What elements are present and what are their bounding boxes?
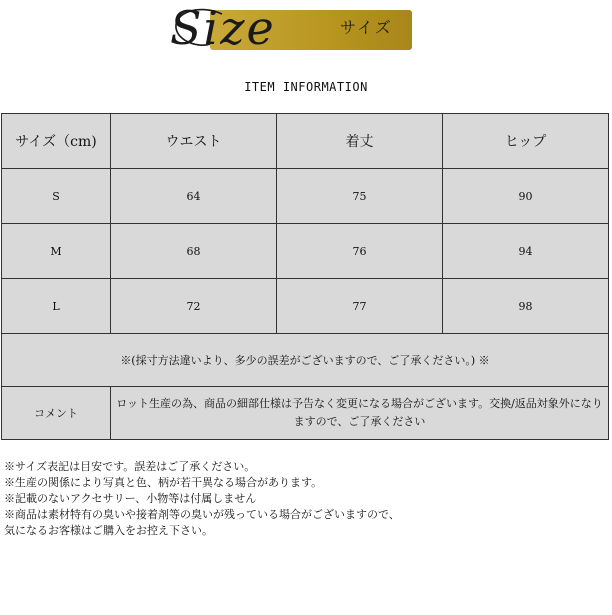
hip-cell: 98 xyxy=(443,279,609,334)
column-header-hip: ヒップ xyxy=(443,114,609,169)
logo-kana: サイズ xyxy=(340,18,393,37)
footnote-line: ※商品は素材特有の臭いや接着剤等の臭いが残っている場合がございますので、 xyxy=(4,508,400,521)
length-cell: 76 xyxy=(277,224,443,279)
column-header-size: サイズ（cm) xyxy=(2,114,111,169)
hip-cell: 94 xyxy=(443,224,609,279)
footnote-line: ※生産の関係により写真と色、柄が若干異なる場合があります。 xyxy=(4,476,323,489)
footnote-line: 気になるお客様はご購入をお控え下さい。 xyxy=(4,524,213,537)
waist-cell: 64 xyxy=(111,169,277,224)
waist-cell: 72 xyxy=(111,279,277,334)
waist-cell: 68 xyxy=(111,224,277,279)
length-cell: 77 xyxy=(277,279,443,334)
table-header-row xyxy=(2,114,609,169)
length-cell: 75 xyxy=(277,169,443,224)
comment-row xyxy=(2,387,609,440)
logo-word: Size xyxy=(170,1,276,55)
size-cell: S xyxy=(2,169,111,224)
size-cell: L xyxy=(2,279,111,334)
measurement-note-row xyxy=(2,334,609,387)
footnote-line: ※サイズ表記は目安です。誤差はご了承ください。 xyxy=(4,460,256,473)
measurement-note: ※(採寸方法違いより、多少の誤差がございますので、ご了承ください。) ※ xyxy=(2,334,609,387)
table-row xyxy=(2,224,609,279)
comment-label: コメント xyxy=(2,387,111,440)
footnotes xyxy=(4,459,604,539)
size-cell: M xyxy=(2,224,111,279)
table-row xyxy=(2,169,609,224)
column-header-waist: ウエスト xyxy=(111,114,277,169)
column-header-length: 着丈 xyxy=(277,114,443,169)
comment-text: ロット生産の為、商品の細部仕様は予告なく変更になる場合がございます。交換/返品対象外になりますので、ご了承ください xyxy=(111,387,609,440)
table-row xyxy=(2,279,609,334)
item-information-heading: ITEM INFORMATION xyxy=(244,80,368,94)
footnote-line: ※記載のないアクセサリー、小物等は付属しません xyxy=(4,492,257,505)
size-table xyxy=(1,113,609,440)
hip-cell: 90 xyxy=(443,169,609,224)
size-logo xyxy=(170,1,414,56)
